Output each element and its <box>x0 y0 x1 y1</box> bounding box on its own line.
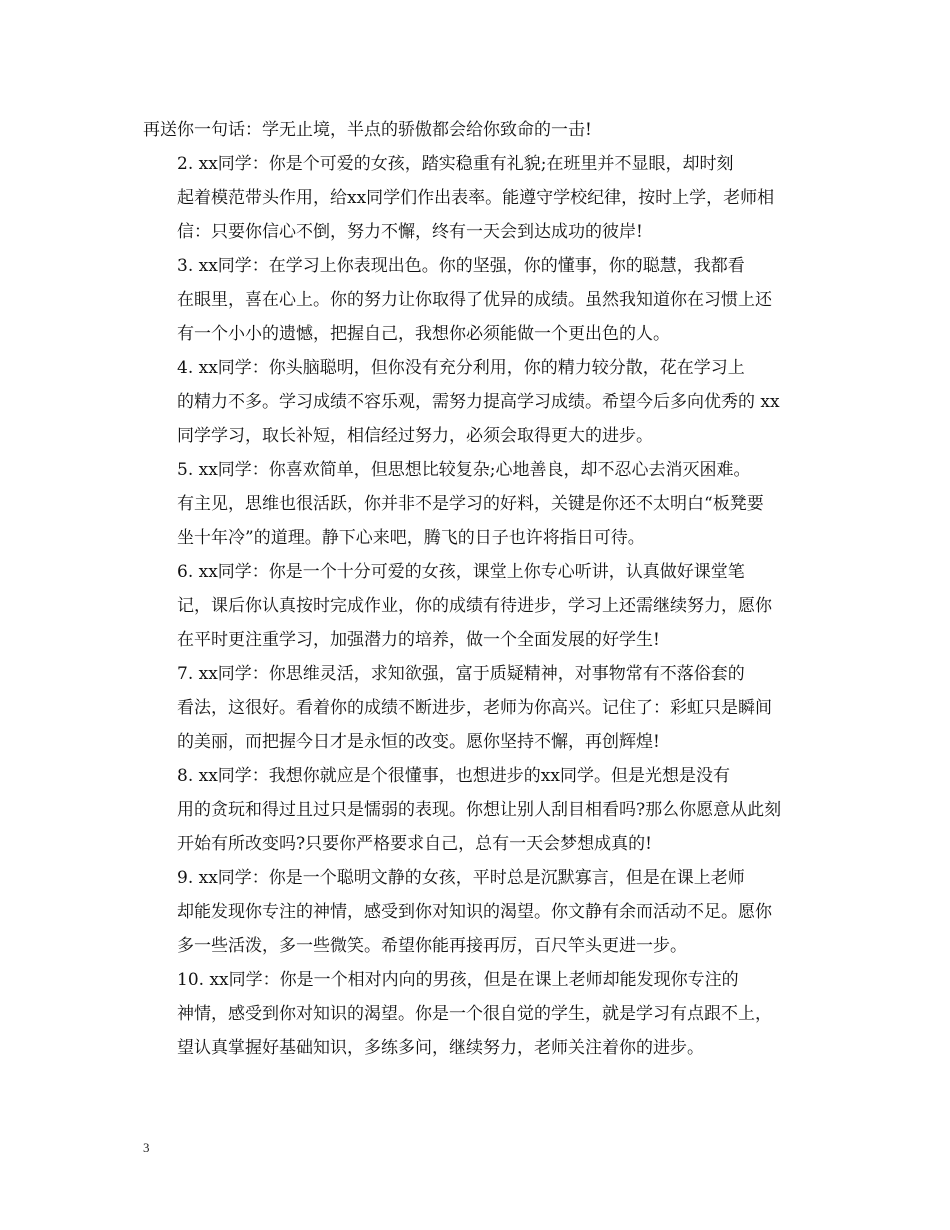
text-line: 记，课后你认真按时完成作业，你的成绩有待进步，学习上还需继续努力，愿你 <box>177 596 772 616</box>
text-line: 却能发现你专注的神情，感受到你对知识的渴望。你文静有余而活动不足。愿你 <box>177 902 772 922</box>
paragraph <box>143 113 815 147</box>
text-line: 2. xx同学：你是个可爱的女孩，踏实稳重有礼貌;在班里并不显眼，却时刻 <box>177 154 734 174</box>
text-line: 有主见，思维也很活跃，你并非不是学习的好料，关键是你还不太明白“板凳要 <box>177 494 764 514</box>
paragraph <box>143 555 815 657</box>
text-line: 用的贪玩和得过且过只是懦弱的表现。你想让别人刮目相看吗?那么你愿意从此刻 <box>177 800 782 820</box>
paragraph <box>143 453 815 555</box>
text-line: 6. xx同学：你是一个十分可爱的女孩，课堂上你专心听讲，认真做好课堂笔 <box>177 562 745 582</box>
paragraph <box>143 861 815 963</box>
text-line: 在眼里，喜在心上。你的努力让你取得了优异的成绩。虽然我知道你在习惯上还 <box>177 290 772 310</box>
text-line: 在平时更注重学习，加强潜力的培养，做一个全面发展的好学生! <box>177 630 660 650</box>
text-line: 多一些活泼，多一些微笑。希望你能再接再厉，百尺竿头更进一步。 <box>177 936 687 956</box>
paragraph <box>143 147 815 249</box>
paragraph <box>143 657 815 759</box>
text-line: 再送你一句话：学无止境，半点的骄傲都会给你致命的一击! <box>143 120 592 140</box>
text-line: 的精力不多。学习成绩不容乐观，需努力提高学习成绩。希望今后多向优秀的 xx <box>177 392 780 412</box>
text-line: 信：只要你信心不倒，努力不懈，终有一天会到达成功的彼岸! <box>177 222 643 242</box>
text-line: 望认真掌握好基础知识，多练多问，继续努力，老师关注着你的进步。 <box>177 1038 704 1058</box>
paragraph <box>143 759 815 861</box>
text-line: 有一个小小的遗憾，把握自己，我想你必须能做一个更出色的人。 <box>177 324 670 344</box>
text-line: 同学学习，取长补短，相信经过努力，必须会取得更大的进步。 <box>177 426 653 446</box>
paragraph <box>143 249 815 351</box>
text-line: 8. xx同学：我想你就应是个很懂事，也想进步的xx同学。但是光想是没有 <box>177 766 730 786</box>
text-line: 4. xx同学：你头脑聪明，但你没有充分利用，你的精力较分散，花在学习上 <box>177 358 745 378</box>
text-line: 3. xx同学：在学习上你表现出色。你的坚强，你的懂事，你的聪慧，我都看 <box>177 256 745 276</box>
page-number: 3 <box>143 1140 150 1155</box>
text-line: 10. xx同学：你是一个相对内向的男孩，但是在课上老师却能发现你专注的 <box>177 970 739 990</box>
text-line: 开始有所改变吗?只要你严格要求自己，总有一天会梦想成真的! <box>177 834 652 854</box>
text-line: 7. xx同学：你思维灵活，求知欲强，富于质疑精神，对事物常有不落俗套的 <box>177 664 745 684</box>
text-line: 看法，这很好。看着你的成绩不断进步，老师为你高兴。记住了：彩虹只是瞬间 <box>177 698 772 718</box>
document-body <box>143 113 815 1065</box>
paragraph <box>143 351 815 453</box>
paragraph <box>143 963 815 1065</box>
text-line: 起着模范带头作用，给xx同学们作出表率。能遵守学校纪律，按时上学，老师相 <box>177 188 775 208</box>
text-line: 坐十年冷”的道理。静下心来吧，腾飞的日子也许将指日可待。 <box>177 528 645 548</box>
text-line: 神情，感受到你对知识的渴望。你是一个很自觉的学生，就是学习有点跟不上， <box>177 1004 772 1024</box>
text-line: 5. xx同学：你喜欢简单，但思想比较复杂;心地善良，却不忍心去消灭困难。 <box>177 460 751 480</box>
text-line: 的美丽，而把握今日才是永恒的改变。愿你坚持不懈，再创辉煌! <box>177 732 660 752</box>
text-line: 9. xx同学：你是一个聪明文静的女孩，平时总是沉默寡言，但是在课上老师 <box>177 868 745 888</box>
